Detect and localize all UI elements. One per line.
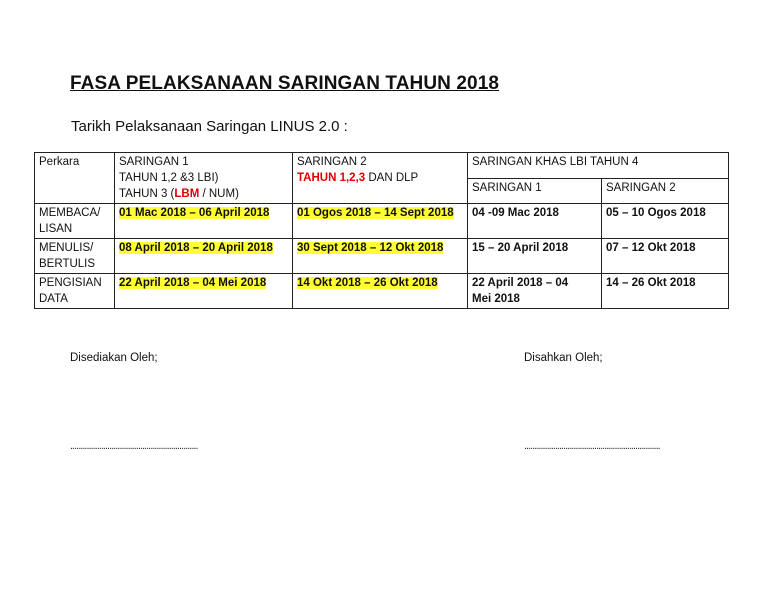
header-khas-s2 xyxy=(602,178,729,204)
row-s2-date: 14 Okt 2018 – 26 Okt 2018 xyxy=(297,277,438,289)
header-s2-line2 xyxy=(297,170,463,186)
row-s1-date: 22 April 2018 – 04 Mei 2018 xyxy=(119,277,267,289)
row-perkara-line1: PENGISIAN xyxy=(39,277,102,289)
row-s1-date: 01 Mac 2018 – 06 April 2018 xyxy=(119,207,270,219)
row-khas-s2 xyxy=(602,239,729,274)
row-s1 xyxy=(115,239,293,274)
row-khas-s2-date: 07 – 12 Okt 2018 xyxy=(606,242,696,254)
table-row xyxy=(35,204,729,239)
approved-by-signature-line: .................................................................. xyxy=(524,440,660,452)
row-khas-s1-date-line1: 22 April 2018 – 04 xyxy=(472,277,569,289)
row-s1 xyxy=(115,274,293,309)
schedule-table xyxy=(34,152,729,309)
header-s1-line2: TAHUN 1,2 &3 LBI) xyxy=(119,172,219,184)
header-s2-title: SARINGAN 2 xyxy=(297,156,367,168)
header-perkara xyxy=(35,153,115,204)
header-khas-s2-label: SARINGAN 2 xyxy=(606,181,676,194)
row-khas-s1-date: 04 -09 Mac 2018 xyxy=(472,207,559,219)
document-subtitle: Tarikh Pelaksanaan Saringan LINUS 2.0 : xyxy=(71,118,348,135)
header-saringan-2 xyxy=(293,153,468,204)
row-perkara-line1: MENULIS/ xyxy=(39,242,94,254)
document-title: FASA PELAKSANAAN SARINGAN TAHUN 2018 xyxy=(70,73,500,94)
row-khas-s1 xyxy=(468,239,602,274)
row-perkara-line2: BERTULIS xyxy=(39,258,96,270)
prepared-by-signature-line: .............................................................. xyxy=(70,440,198,452)
header-saringan-khas xyxy=(468,153,729,179)
header-s2-line2-red: TAHUN 1,2,3 xyxy=(297,172,366,184)
header-perkara-label: Perkara xyxy=(39,156,80,168)
row-khas-s1 xyxy=(468,204,602,239)
row-khas-s2-date: 05 – 10 Ogos 2018 xyxy=(606,207,706,219)
table-row xyxy=(35,274,729,309)
header-khas-s1-label: SARINGAN 1 xyxy=(472,181,542,194)
header-s1-line3-c: / NUM) xyxy=(199,188,239,200)
row-khas-s1-date: 15 – 20 April 2018 xyxy=(472,242,569,254)
row-s2-date: 30 Sept 2018 – 12 Okt 2018 xyxy=(297,242,444,254)
row-s2 xyxy=(293,204,468,239)
row-perkara-line1: MEMBACA/ xyxy=(39,207,101,219)
row-perkara-line2: DATA xyxy=(39,293,68,305)
approved-by-label: Disahkan Oleh; xyxy=(524,352,603,364)
header-s2-line2-b: DAN DLP xyxy=(365,172,419,184)
table-row xyxy=(35,239,729,274)
header-s1-line3-red: LBM xyxy=(174,188,200,200)
row-perkara xyxy=(35,274,115,309)
row-perkara-line2: LISAN xyxy=(39,223,73,235)
header-khas-s1 xyxy=(468,178,602,204)
row-s2-date: 01 Ogos 2018 – 14 Sept 2018 xyxy=(297,207,454,219)
row-s1-date: 08 April 2018 – 20 April 2018 xyxy=(119,242,273,254)
header-s1-title: SARINGAN 1 xyxy=(119,156,189,168)
prepared-by-label: Disediakan Oleh; xyxy=(70,352,158,364)
header-s1-line3-a: TAHUN 3 ( xyxy=(119,188,175,200)
row-s2 xyxy=(293,274,468,309)
row-perkara xyxy=(35,239,115,274)
row-khas-s2-date: 14 – 26 Okt 2018 xyxy=(606,277,696,289)
row-khas-s2 xyxy=(602,274,729,309)
row-s2 xyxy=(293,239,468,274)
table-header-row xyxy=(35,153,729,179)
header-s1-line3 xyxy=(119,186,288,202)
row-perkara xyxy=(35,204,115,239)
row-s1 xyxy=(115,204,293,239)
row-khas-s1 xyxy=(468,274,602,309)
row-khas-s1-date-line2: Mei 2018 xyxy=(472,293,520,305)
header-saringan-1 xyxy=(115,153,293,204)
header-khas-label: SARINGAN KHAS LBI TAHUN 4 xyxy=(472,156,639,168)
row-khas-s2 xyxy=(602,204,729,239)
